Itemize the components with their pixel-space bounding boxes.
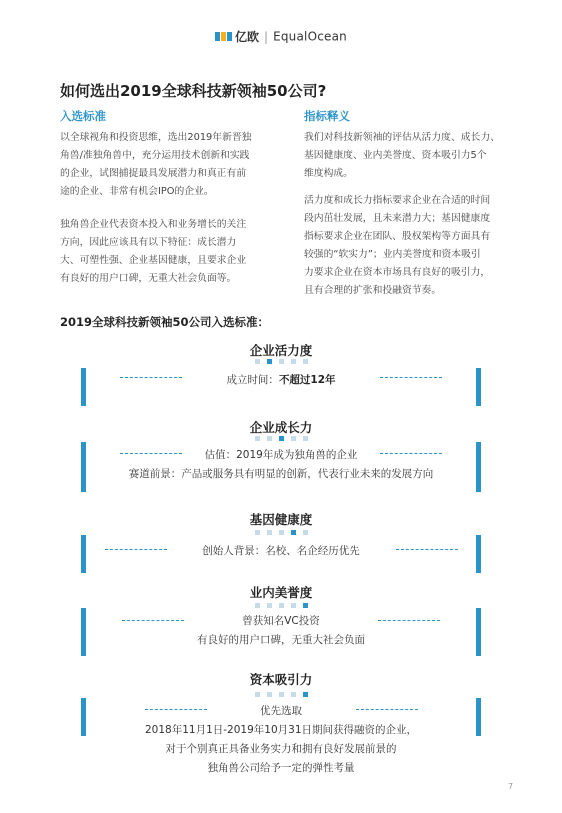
criterion-line: 曾获知名VC投资 <box>242 615 320 627</box>
text-line: 维度构成。 <box>304 168 353 179</box>
criterion-line: 优先选取 <box>260 705 302 717</box>
yiou-logo-icon <box>215 30 233 44</box>
text-line: 指标要求企业在团队、股权架构等方面具有 <box>304 231 491 242</box>
step-dots <box>255 692 311 697</box>
criterion-line: 对于个别真正具备业务实力和拥有良好发展前景的 <box>165 743 397 755</box>
criterion-line: 有良好的用户口碑，无重大社会负面 <box>197 634 365 646</box>
left-subtitle: 入选标准 <box>60 109 106 123</box>
criterion-line: 独角兽公司给予一定的弹性考量 <box>207 762 355 774</box>
header-logo <box>0 28 562 45</box>
criterion-line: 赛道前景：产品或服务具有明显的创新，代表行业未来的发展方向 <box>128 468 434 480</box>
criterion-value: 不超过12年 <box>278 374 336 386</box>
step-dots <box>255 603 311 608</box>
text-line: 独角兽企业代表资本投入和业务增长的关注 <box>60 219 247 230</box>
right-paragraph-1 <box>304 129 500 183</box>
criterion-title: 业内美誉度 <box>249 585 313 600</box>
step-dots <box>255 530 311 535</box>
text-line: 有良好的用户口碑，无重大社会负面等。 <box>60 273 237 284</box>
step-dots <box>255 436 311 441</box>
page-title: 如何选出2019全球科技新领袖50公司? <box>60 82 327 100</box>
criterion-title: 资本吸引力 <box>249 672 313 687</box>
criterion-line: 估值：2019年成为独角兽的企业 <box>204 449 358 461</box>
step-dots <box>255 359 311 364</box>
criterion-title: 基因健康度 <box>249 512 313 527</box>
text-line: 较强的“软实力”；业内美誉度和资本吸引 <box>304 249 481 260</box>
criterion-line: 2018年11月1日-2019年10月31日期间获得融资的企业， <box>145 724 417 736</box>
criterion-title: 企业活力度 <box>249 343 313 358</box>
logo-separator: | <box>264 29 269 44</box>
text-line: 我们对科技新领袖的评估从活力度、成长力、 <box>304 132 500 143</box>
text-line: 的企业，试图捕捉最具发展潜力和真正有前 <box>60 168 247 179</box>
text-line: 且有合理的扩张和投融资节奏。 <box>304 285 442 296</box>
right-subtitle: 指标释义 <box>304 109 350 123</box>
criteria-section-title: 2019全球科技新领袖50公司入选标准： <box>60 315 270 329</box>
criterion-title: 企业成长力 <box>249 420 313 435</box>
criterion-line <box>0 372 562 387</box>
right-paragraph-2 <box>304 192 490 300</box>
text-line: 大、可塑性强、企业基因健康，且要求企业 <box>60 255 247 266</box>
text-line: 基因健康度、业内美誉度、资本吸引力5个 <box>304 150 487 161</box>
logo-en: EqualOcean <box>273 29 347 44</box>
text-line: 以全球视角和投资思维，选出2019年新晋独 <box>60 132 252 143</box>
text-line: 方向，因此应该具有以下特征：成长潜力 <box>60 237 237 248</box>
text-line: 角兽/准独角兽中，充分运用技术创新和实践 <box>60 150 250 161</box>
text-line: 力要求企业在资本市场具有良好的吸引力， <box>304 267 491 278</box>
logo-cn: 亿欧 <box>235 30 260 44</box>
criterion-line: 创始人背景：名校、名企经历优先 <box>202 545 360 557</box>
text-line: 活力度和成长力指标要求企业在合适的时间 <box>304 195 491 206</box>
text-line: 途的企业、非常有机会IPO的企业。 <box>60 186 214 197</box>
text-line: 段内茁壮发展，且未来潜力大；基因健康度 <box>304 213 491 224</box>
left-paragraph-2 <box>60 216 246 288</box>
criterion-label: 成立时间： <box>226 374 279 386</box>
left-paragraph-1 <box>60 129 251 201</box>
page-number: 7 <box>508 782 514 791</box>
